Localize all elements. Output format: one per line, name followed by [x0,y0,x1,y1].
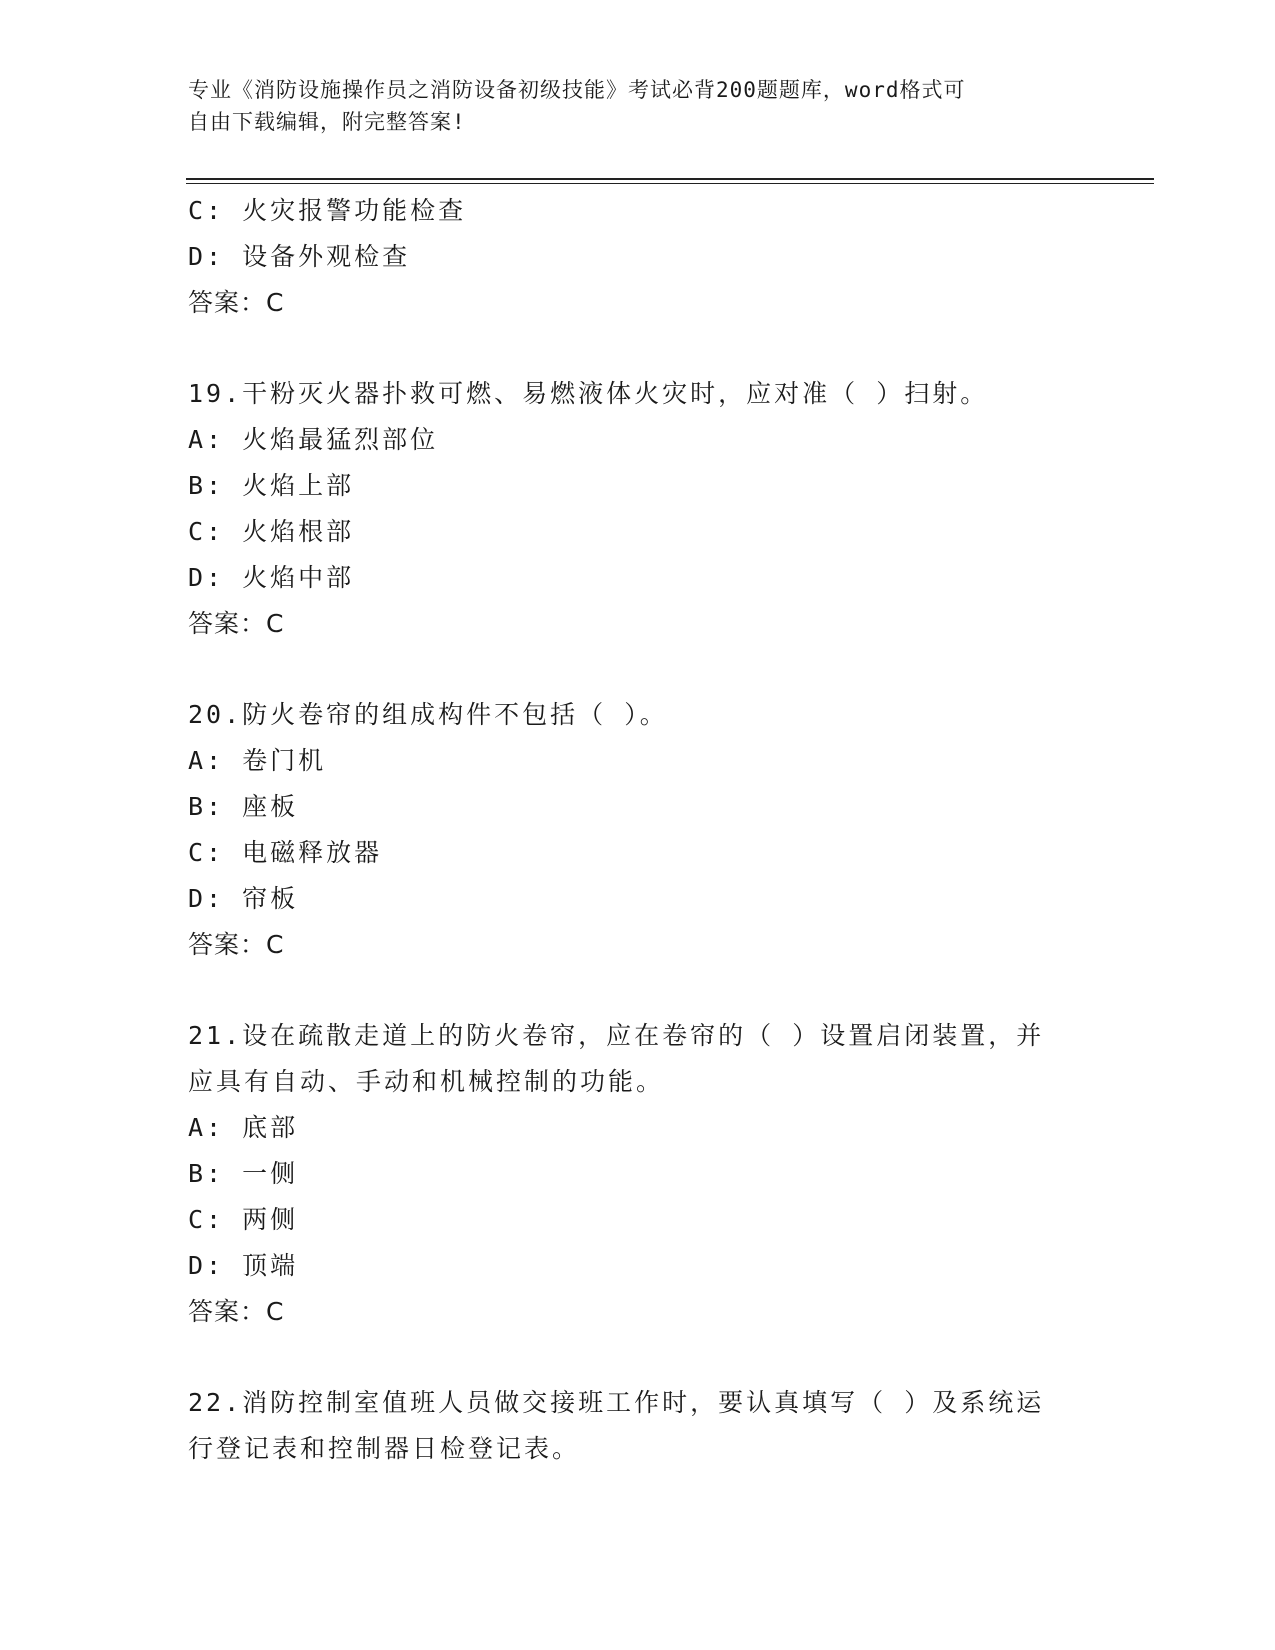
option-a: A: 卷门机 [188,746,327,775]
option-d: D: 顶端 [188,1251,299,1280]
option-c: C: 火焰根部 [188,517,355,546]
question-21 [188,1013,1088,1335]
option-d: D: 设备外观检查 [188,242,411,271]
question-stem-continued: 行登记表和控制器日检登记表。 [188,1434,581,1463]
header-divider-thick [186,178,1154,180]
answer-line: 答案：C [188,609,285,638]
question-stem-continued: 应具有自动、手动和机械控制的功能。 [188,1067,665,1096]
question-20 [188,692,1088,968]
header-divider-thin [186,183,1154,184]
document-header [188,74,1068,138]
question-stem: 20.防火卷帘的组成构件不包括（ ）。 [188,700,668,729]
option-d: D: 帘板 [188,884,299,913]
question-19 [188,371,1088,647]
option-b: B: 火焰上部 [188,471,355,500]
header-line-1: 专业《消防设施操作员之消防设备初级技能》考试必背200题题库，word格式可 [188,78,966,102]
header-line-2: 自由下载编辑，附完整答案! [188,110,466,134]
option-d: D: 火焰中部 [188,563,355,592]
answer-line: 答案：C [188,930,285,959]
option-a: A: 火焰最猛烈部位 [188,425,439,454]
option-b: B: 一侧 [188,1159,299,1188]
option-a: A: 底部 [188,1113,299,1142]
answer-line: 答案：C [188,288,285,317]
option-c: C: 两侧 [188,1205,299,1234]
answer-line: 答案：C [188,1297,285,1326]
question-partial [188,188,1088,326]
question-stem: 22.消防控制室值班人员做交接班工作时，要认真填写（ ）及系统运 [188,1388,1045,1417]
question-22 [188,1380,1088,1472]
option-c: C: 火灾报警功能检查 [188,196,467,225]
question-stem: 19.干粉灭火器扑救可燃、易燃液体火灾时，应对准（ ）扫射。 [188,379,989,408]
question-stem: 21.设在疏散走道上的防火卷帘，应在卷帘的（ ）设置启闭装置，并 [188,1021,1045,1050]
document-body [188,188,1088,1472]
option-c: C: 电磁释放器 [188,838,383,867]
option-b: B: 座板 [188,792,299,821]
